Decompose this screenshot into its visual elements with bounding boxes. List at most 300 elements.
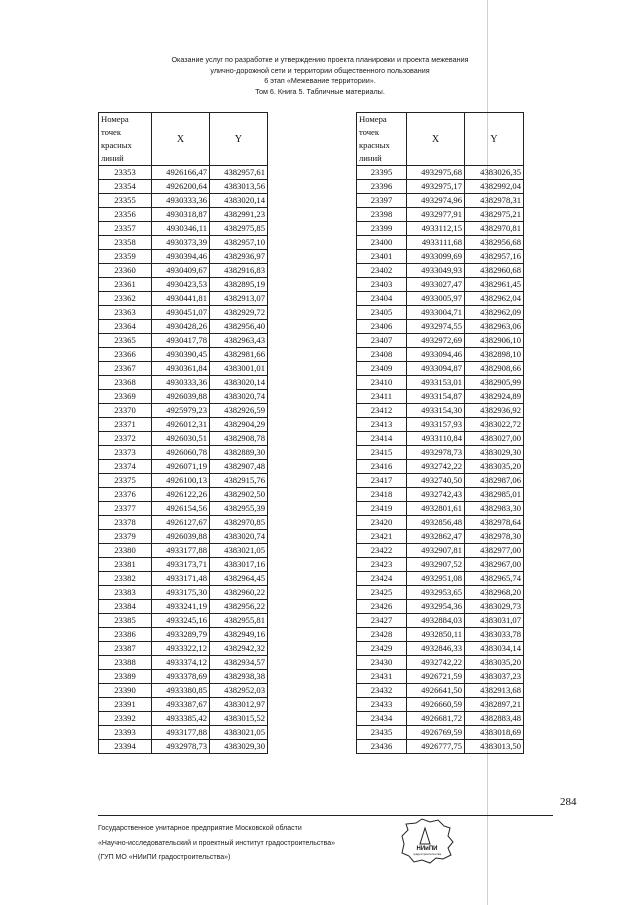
point-number-cell: 23429 xyxy=(357,642,407,656)
point-number-cell: 23356 xyxy=(99,208,152,222)
x-coordinate-cell: 4926777,75 xyxy=(407,740,465,754)
x-coordinate-cell: 4926122,26 xyxy=(152,488,210,502)
y-coordinate-cell: 4383001,01 xyxy=(210,362,268,376)
y-coordinate-cell: 4382957,10 xyxy=(210,236,268,250)
y-coordinate-cell: 4382908,66 xyxy=(465,362,524,376)
y-coordinate-cell: 4382929,72 xyxy=(210,306,268,320)
table-row xyxy=(357,726,524,740)
point-number-cell: 23403 xyxy=(357,278,407,292)
x-coordinate-cell: 4932975,17 xyxy=(407,180,465,194)
y-coordinate-cell: 4383029,30 xyxy=(465,446,524,460)
table-row xyxy=(357,390,524,404)
logo-peak xyxy=(420,828,430,844)
point-number-cell: 23421 xyxy=(357,530,407,544)
y-coordinate-cell: 4383021,05 xyxy=(210,726,268,740)
table-row xyxy=(357,292,524,306)
table-row xyxy=(357,460,524,474)
point-number-cell: 23418 xyxy=(357,488,407,502)
table-row xyxy=(357,488,524,502)
table-row xyxy=(99,684,268,698)
point-number-cell: 23436 xyxy=(357,740,407,754)
y-coordinate-cell: 4382952,03 xyxy=(210,684,268,698)
point-number-cell: 23368 xyxy=(99,376,152,390)
y-coordinate-cell: 4382965,74 xyxy=(465,572,524,586)
point-number-cell: 23353 xyxy=(99,166,152,180)
table-row xyxy=(357,404,524,418)
point-number-cell: 23376 xyxy=(99,488,152,502)
point-number-cell: 23430 xyxy=(357,656,407,670)
point-number-cell: 23405 xyxy=(357,306,407,320)
point-number-cell: 23371 xyxy=(99,418,152,432)
x-coordinate-cell: 4933175,30 xyxy=(152,586,210,600)
point-number-cell: 23424 xyxy=(357,572,407,586)
x-coordinate-cell: 4933099,69 xyxy=(407,250,465,264)
x-coordinate-cell: 4926200,64 xyxy=(152,180,210,194)
x-coordinate-cell: 4933094,87 xyxy=(407,362,465,376)
x-coordinate-cell: 4932974,55 xyxy=(407,320,465,334)
y-coordinate-cell: 4383020,14 xyxy=(210,376,268,390)
table-row xyxy=(357,278,524,292)
x-coordinate-cell: 4932907,52 xyxy=(407,558,465,572)
x-coordinate-cell: 4932742,22 xyxy=(407,656,465,670)
point-number-cell: 23366 xyxy=(99,348,152,362)
y-coordinate-cell: 4383020,74 xyxy=(210,530,268,544)
y-coordinate-cell: 4382889,30 xyxy=(210,446,268,460)
table-row xyxy=(99,222,268,236)
table-row xyxy=(357,208,524,222)
x-coordinate-cell: 4926127,67 xyxy=(152,516,210,530)
table-row xyxy=(99,600,268,614)
y-coordinate-cell: 4382957,16 xyxy=(465,250,524,264)
point-number-cell: 23367 xyxy=(99,362,152,376)
y-coordinate-cell: 4383021,05 xyxy=(210,544,268,558)
table-row xyxy=(99,180,268,194)
x-coordinate-cell: 4932972,69 xyxy=(407,334,465,348)
y-coordinate-cell: 4382963,43 xyxy=(210,334,268,348)
table-header-row xyxy=(99,113,268,166)
table-row xyxy=(99,530,268,544)
point-number-cell: 23381 xyxy=(99,558,152,572)
x-coordinate-cell: 4933153,01 xyxy=(407,376,465,390)
x-coordinate-cell: 4926039,88 xyxy=(152,530,210,544)
point-number-cell: 23399 xyxy=(357,222,407,236)
point-number-cell: 23396 xyxy=(357,180,407,194)
point-number-cell: 23365 xyxy=(99,334,152,348)
point-number-cell: 23408 xyxy=(357,348,407,362)
x-coordinate-cell: 4925979,23 xyxy=(152,404,210,418)
point-number-cell: 23414 xyxy=(357,432,407,446)
y-coordinate-cell: 4382955,81 xyxy=(210,614,268,628)
x-coordinate-cell: 4926030,51 xyxy=(152,432,210,446)
footer-line-1: Государственное унитарное предприятие Московской области xyxy=(98,825,302,832)
x-coordinate-cell: 4926071,19 xyxy=(152,460,210,474)
y-coordinate-cell: 4382983,30 xyxy=(465,502,524,516)
point-number-cell: 23394 xyxy=(99,740,152,754)
point-number-cell: 23378 xyxy=(99,516,152,530)
x-coordinate-cell: 4930318,87 xyxy=(152,208,210,222)
x-coordinate-cell: 4933241,19 xyxy=(152,600,210,614)
y-coordinate-cell: 4383013,56 xyxy=(210,180,268,194)
y-coordinate-cell: 4382895,19 xyxy=(210,278,268,292)
x-coordinate-cell: 4932977,91 xyxy=(407,208,465,222)
x-header: X xyxy=(407,113,465,166)
y-coordinate-cell: 4382992,04 xyxy=(465,180,524,194)
x-header: X xyxy=(152,113,210,166)
point-number-cell: 23382 xyxy=(99,572,152,586)
table-row xyxy=(99,670,268,684)
y-coordinate-cell: 4382962,04 xyxy=(465,292,524,306)
table-row xyxy=(357,516,524,530)
table-row xyxy=(99,740,268,754)
y-coordinate-cell: 4383031,07 xyxy=(465,614,524,628)
point-number-cell: 23402 xyxy=(357,264,407,278)
x-coordinate-cell: 4930423,53 xyxy=(152,278,210,292)
point-number-cell: 23384 xyxy=(99,600,152,614)
table-row xyxy=(99,432,268,446)
x-coordinate-cell: 4930394,46 xyxy=(152,250,210,264)
point-number-cell: 23407 xyxy=(357,334,407,348)
table-row xyxy=(99,642,268,656)
y-coordinate-cell: 4382898,10 xyxy=(465,348,524,362)
table-row xyxy=(99,586,268,600)
point-number-cell: 23428 xyxy=(357,628,407,642)
header-line-2: улично-дорожной сети и территории общественного пользования xyxy=(210,65,430,75)
y-coordinate-cell: 4383020,74 xyxy=(210,390,268,404)
table-row xyxy=(99,628,268,642)
x-coordinate-cell: 4930441,81 xyxy=(152,292,210,306)
table-row xyxy=(357,670,524,684)
x-coordinate-cell: 4932850,11 xyxy=(407,628,465,642)
point-number-cell: 23380 xyxy=(99,544,152,558)
point-number-cell: 23415 xyxy=(357,446,407,460)
table-row xyxy=(99,306,268,320)
y-coordinate-cell: 4382961,45 xyxy=(465,278,524,292)
x-coordinate-cell: 4932846,33 xyxy=(407,642,465,656)
point-number-cell: 23372 xyxy=(99,432,152,446)
table-row xyxy=(99,292,268,306)
x-coordinate-cell: 4926641,50 xyxy=(407,684,465,698)
header-word: точек xyxy=(101,127,122,137)
table-row xyxy=(357,614,524,628)
table-row xyxy=(357,194,524,208)
institute-logo xyxy=(398,818,456,864)
point-number-cell: 23373 xyxy=(99,446,152,460)
header-word: Номера xyxy=(359,114,387,124)
y-header: Y xyxy=(465,113,524,166)
table-row xyxy=(99,208,268,222)
point-number-cell: 23432 xyxy=(357,684,407,698)
point-number-cell: 23374 xyxy=(99,460,152,474)
y-coordinate-cell: 4382957,61 xyxy=(210,166,268,180)
table-row xyxy=(99,698,268,712)
y-coordinate-cell: 4382968,20 xyxy=(465,586,524,600)
y-coordinate-cell: 4383013,50 xyxy=(465,740,524,754)
page-number: 284 xyxy=(560,796,577,808)
x-coordinate-cell: 4933157,93 xyxy=(407,418,465,432)
point-number-cell: 23419 xyxy=(357,502,407,516)
y-coordinate-cell: 4382906,10 xyxy=(465,334,524,348)
table-row xyxy=(99,516,268,530)
x-coordinate-cell: 4930417,78 xyxy=(152,334,210,348)
x-coordinate-cell: 4926060,78 xyxy=(152,446,210,460)
point-number-cell: 23397 xyxy=(357,194,407,208)
y-coordinate-cell: 4382964,45 xyxy=(210,572,268,586)
y-coordinate-cell: 4382956,68 xyxy=(465,236,524,250)
y-coordinate-cell: 4383020,14 xyxy=(210,194,268,208)
y-coordinate-cell: 4383034,14 xyxy=(465,642,524,656)
point-number-cell: 23417 xyxy=(357,474,407,488)
y-coordinate-cell: 4382960,68 xyxy=(465,264,524,278)
table-row xyxy=(99,320,268,334)
point-number-cell: 23370 xyxy=(99,404,152,418)
y-coordinate-cell: 4383018,69 xyxy=(465,726,524,740)
x-coordinate-cell: 4932862,47 xyxy=(407,530,465,544)
point-number-cell: 23413 xyxy=(357,418,407,432)
y-coordinate-cell: 4383033,78 xyxy=(465,628,524,642)
x-coordinate-cell: 4926769,59 xyxy=(407,726,465,740)
table-row xyxy=(99,404,268,418)
x-coordinate-cell: 4933171,48 xyxy=(152,572,210,586)
y-coordinate-cell: 4382970,85 xyxy=(210,516,268,530)
x-coordinate-cell: 4932884,03 xyxy=(407,614,465,628)
x-coordinate-cell: 4932856,48 xyxy=(407,516,465,530)
logo-text-sub: градостроительства xyxy=(412,852,442,856)
y-coordinate-cell: 4382956,40 xyxy=(210,320,268,334)
x-coordinate-cell: 4933049,93 xyxy=(407,264,465,278)
point-number-cell: 23369 xyxy=(99,390,152,404)
x-coordinate-cell: 4930373,39 xyxy=(152,236,210,250)
point-number-cell: 23357 xyxy=(99,222,152,236)
x-coordinate-cell: 4926012,31 xyxy=(152,418,210,432)
y-coordinate-cell: 4382926,59 xyxy=(210,404,268,418)
table-row xyxy=(99,264,268,278)
point-number-cell: 23355 xyxy=(99,194,152,208)
x-coordinate-cell: 4932951,08 xyxy=(407,572,465,586)
table-row xyxy=(357,432,524,446)
x-coordinate-cell: 4930361,84 xyxy=(152,362,210,376)
region-outline xyxy=(402,819,453,863)
y-coordinate-cell: 4383026,35 xyxy=(465,166,524,180)
y-coordinate-cell: 4383027,00 xyxy=(465,432,524,446)
x-coordinate-cell: 4930451,07 xyxy=(152,306,210,320)
header-word: Номера xyxy=(101,114,129,124)
point-number-cell: 23358 xyxy=(99,236,152,250)
table-row xyxy=(99,726,268,740)
point-number-cell: 23431 xyxy=(357,670,407,684)
x-coordinate-cell: 4932954,36 xyxy=(407,600,465,614)
x-coordinate-cell: 4930333,36 xyxy=(152,194,210,208)
point-number-cell: 23416 xyxy=(357,460,407,474)
point-number-cell: 23359 xyxy=(99,250,152,264)
y-coordinate-cell: 4382970,81 xyxy=(465,222,524,236)
point-number-cell: 23362 xyxy=(99,292,152,306)
point-number-cell: 23361 xyxy=(99,278,152,292)
y-coordinate-cell: 4382949,16 xyxy=(210,628,268,642)
x-coordinate-cell: 4933385,42 xyxy=(152,712,210,726)
table-row xyxy=(99,334,268,348)
table-row xyxy=(357,306,524,320)
point-number-cell: 23411 xyxy=(357,390,407,404)
point-number-cell: 23433 xyxy=(357,698,407,712)
point-number-cell: 23420 xyxy=(357,516,407,530)
point-number-cell: 23395 xyxy=(357,166,407,180)
y-coordinate-cell: 4382915,76 xyxy=(210,474,268,488)
x-coordinate-cell: 4932975,68 xyxy=(407,166,465,180)
footer-divider xyxy=(98,815,553,816)
table-row xyxy=(99,348,268,362)
point-number-cell: 23401 xyxy=(357,250,407,264)
y-coordinate-cell: 4382967,00 xyxy=(465,558,524,572)
y-coordinate-cell: 4382978,64 xyxy=(465,516,524,530)
x-coordinate-cell: 4933154,87 xyxy=(407,390,465,404)
table-row xyxy=(99,544,268,558)
table-row xyxy=(99,362,268,376)
table-row xyxy=(99,446,268,460)
point-number-cell: 23423 xyxy=(357,558,407,572)
x-coordinate-cell: 4933111,68 xyxy=(407,236,465,250)
footer-line-2: «Научно-исследовательский и проектный институт градостроительства» xyxy=(98,839,336,847)
table-row xyxy=(357,362,524,376)
table-row xyxy=(99,278,268,292)
point-number-cell: 23422 xyxy=(357,544,407,558)
table-row xyxy=(357,600,524,614)
table-row xyxy=(357,656,524,670)
table-row xyxy=(357,250,524,264)
y-coordinate-cell: 4382902,50 xyxy=(210,488,268,502)
y-coordinate-cell: 4382934,57 xyxy=(210,656,268,670)
table-row xyxy=(357,558,524,572)
table-row xyxy=(99,572,268,586)
y-coordinate-cell: 4383022,72 xyxy=(465,418,524,432)
table-row xyxy=(99,194,268,208)
table-row xyxy=(99,474,268,488)
logo-text-main: НИиПИ xyxy=(416,846,438,852)
header-line-3: 6 этап «Межевание территории». xyxy=(264,76,376,85)
point-number-cell: 23364 xyxy=(99,320,152,334)
table-row xyxy=(357,530,524,544)
point-number-cell: 23409 xyxy=(357,362,407,376)
y-coordinate-cell: 4382907,48 xyxy=(210,460,268,474)
y-coordinate-cell: 4382977,00 xyxy=(465,544,524,558)
table-row xyxy=(357,572,524,586)
y-coordinate-cell: 4382908,78 xyxy=(210,432,268,446)
x-coordinate-cell: 4933094,46 xyxy=(407,348,465,362)
table-row xyxy=(357,544,524,558)
y-coordinate-cell: 4383017,16 xyxy=(210,558,268,572)
table-row xyxy=(357,698,524,712)
y-coordinate-cell: 4382938,38 xyxy=(210,670,268,684)
header-word: линий xyxy=(359,153,382,163)
table-row xyxy=(357,236,524,250)
x-coordinate-cell: 4930390,45 xyxy=(152,348,210,362)
table-row xyxy=(99,656,268,670)
y-coordinate-cell: 4382991,23 xyxy=(210,208,268,222)
point-number-header xyxy=(357,113,407,166)
table-header-row xyxy=(357,113,524,166)
table-row xyxy=(99,488,268,502)
point-number-cell: 23400 xyxy=(357,236,407,250)
table-row xyxy=(357,740,524,754)
point-number-cell: 23386 xyxy=(99,628,152,642)
point-number-cell: 23404 xyxy=(357,292,407,306)
x-coordinate-cell: 4926154,56 xyxy=(152,502,210,516)
y-coordinate-cell: 4382905,99 xyxy=(465,376,524,390)
point-number-cell: 23377 xyxy=(99,502,152,516)
y-coordinate-cell: 4382883,48 xyxy=(465,712,524,726)
y-coordinate-cell: 4382913,07 xyxy=(210,292,268,306)
x-coordinate-cell: 4932953,65 xyxy=(407,586,465,600)
point-number-cell: 23398 xyxy=(357,208,407,222)
table-row xyxy=(357,334,524,348)
point-number-cell: 23392 xyxy=(99,712,152,726)
y-coordinate-cell: 4383029,73 xyxy=(465,600,524,614)
x-coordinate-cell: 4930428,26 xyxy=(152,320,210,334)
point-number-cell: 23360 xyxy=(99,264,152,278)
y-coordinate-cell: 4382956,22 xyxy=(210,600,268,614)
table-row xyxy=(357,222,524,236)
table-row xyxy=(99,236,268,250)
point-number-cell: 23435 xyxy=(357,726,407,740)
table-row xyxy=(99,376,268,390)
point-number-cell: 23427 xyxy=(357,614,407,628)
x-coordinate-cell: 4932740,50 xyxy=(407,474,465,488)
y-coordinate-cell: 4382985,01 xyxy=(465,488,524,502)
point-number-cell: 23410 xyxy=(357,376,407,390)
x-coordinate-cell: 4933177,88 xyxy=(152,544,210,558)
x-coordinate-cell: 4933380,85 xyxy=(152,684,210,698)
table-row xyxy=(357,320,524,334)
x-coordinate-cell: 4932974,96 xyxy=(407,194,465,208)
point-number-cell: 23412 xyxy=(357,404,407,418)
x-coordinate-cell: 4930333,36 xyxy=(152,376,210,390)
y-coordinate-cell: 4382897,21 xyxy=(465,698,524,712)
x-coordinate-cell: 4933154,30 xyxy=(407,404,465,418)
y-coordinate-cell: 4382962,09 xyxy=(465,306,524,320)
table-row xyxy=(357,712,524,726)
header-word: красных xyxy=(359,140,390,150)
y-coordinate-cell: 4382981,66 xyxy=(210,348,268,362)
header-word: точек xyxy=(359,127,380,137)
table-row xyxy=(99,390,268,404)
x-coordinate-cell: 4932907,81 xyxy=(407,544,465,558)
point-number-cell: 23390 xyxy=(99,684,152,698)
y-coordinate-cell: 4382942,32 xyxy=(210,642,268,656)
y-coordinate-cell: 4382975,21 xyxy=(465,208,524,222)
point-number-cell: 23388 xyxy=(99,656,152,670)
header-word: красных xyxy=(101,140,132,150)
x-coordinate-cell: 4933245,16 xyxy=(152,614,210,628)
x-coordinate-cell: 4926039,88 xyxy=(152,390,210,404)
table-row xyxy=(357,642,524,656)
x-coordinate-cell: 4933322,12 xyxy=(152,642,210,656)
y-header: Y xyxy=(210,113,268,166)
table-row xyxy=(357,264,524,278)
table-row xyxy=(357,502,524,516)
y-coordinate-cell: 4382978,31 xyxy=(465,194,524,208)
y-coordinate-cell: 4382904,29 xyxy=(210,418,268,432)
header-line-4: Том 6. Книга 5. Табличные материалы. xyxy=(255,86,385,96)
point-number-cell: 23379 xyxy=(99,530,152,544)
y-coordinate-cell: 4382936,92 xyxy=(465,404,524,418)
table-row xyxy=(357,628,524,642)
x-coordinate-cell: 4933378,69 xyxy=(152,670,210,684)
y-coordinate-cell: 4383037,23 xyxy=(465,670,524,684)
x-coordinate-cell: 4933387,67 xyxy=(152,698,210,712)
point-number-cell: 23363 xyxy=(99,306,152,320)
y-coordinate-cell: 4382913,68 xyxy=(465,684,524,698)
x-coordinate-cell: 4930346,11 xyxy=(152,222,210,236)
x-coordinate-cell: 4926166,47 xyxy=(152,166,210,180)
